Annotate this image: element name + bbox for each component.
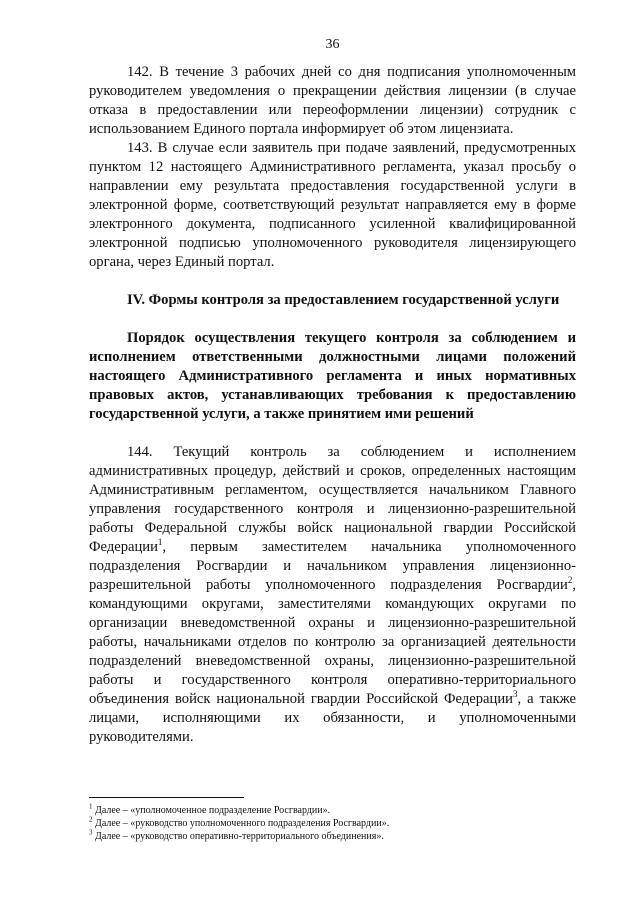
footnotes bbox=[89, 797, 576, 843]
sub-heading: Порядок осуществления текущего контроля за соблюдением и исполнением ответственными должностными лицами положений настоящего Административного регламента и иных нормативных правовых актов, устанавливающих требования к предоставлению государственной услуги, а также принятием ими решений bbox=[89, 330, 576, 422]
paragraph-144 bbox=[89, 443, 576, 747]
page-number: 36 bbox=[325, 37, 340, 52]
paragraph-143: 143. В случае если заявитель при подаче заявлений, предусмотренных пунктом 12 настоящего Административного регламента, указал просьбу о направлении ему результата предоставления государственной услуги в электронной форме, соответствующий результат направляется ему в форме электронного документа, подписанного усиленной квалифицированной электронной подписью уполномоченного руководителя лицензирующего органа, через Единый портал. bbox=[89, 140, 576, 270]
footnote-1 bbox=[89, 804, 576, 817]
paragraph-142: 142. В течение 3 рабочих дней со дня подписания уполномоченным руководителем уведомления о прекращении действия лицензии (в случае отказа в предоставлении или переоформлении лицензии) сотрудник с использованием Единого портала информирует об этом лицензиата. bbox=[89, 64, 576, 137]
footnote-2-mark: 2 bbox=[89, 815, 93, 824]
footnote-1-mark: 1 bbox=[89, 802, 93, 811]
footnote-2-text: Далее – «руководство уполномоченного подразделения Росгвардии». bbox=[95, 818, 390, 829]
footnote-2 bbox=[89, 817, 576, 830]
footnote-3-text: Далее – «руководство оперативно-территориального объединения». bbox=[95, 831, 384, 842]
paragraph-144-part-c: , командующими округами, заместителями командующих округами по организации вневедомственной охраны и лицензионно-разрешительной работы, начальниками отделов по контролю за организацией деятельности подразделений вневедомственной охраны, лицензионно-разрешительной работы и государственного контроля оперативно-территориального объединения войск национальной гвардии Российской Федерации bbox=[89, 577, 576, 707]
footnote-1-text: Далее – «уполномоченное подразделение Росгвардии». bbox=[95, 805, 331, 816]
footnote-mark-2: 2 bbox=[567, 575, 573, 586]
paragraph-144-part-b: , первым заместителем начальника уполномоченного подразделения Росгвардии и начальником управления лицензионно-разрешительной работы уполномоченного подразделения Росгвардии bbox=[89, 539, 576, 593]
section-heading: IV. Формы контроля за предоставлением государственной услуги bbox=[127, 292, 560, 308]
footnote-divider bbox=[89, 797, 244, 798]
footnote-3-mark: 3 bbox=[89, 828, 93, 837]
paragraph-144-part-a: 144. Текущий контроль за соблюдением и исполнением административных процедур, действий и сроков, определенных настоящим Административным регламентом, осуществляется начальником Главного управления государственного контроля и лицензионно-разрешительной работы Федеральной службы войск национальной гвардии Российской Федерации bbox=[89, 444, 576, 555]
footnote-mark-1: 1 bbox=[157, 537, 163, 548]
paragraph-144-part-d: , а также лицами, исполняющими их обязанности, и уполномоченными руководителями. bbox=[89, 691, 576, 745]
footnote-mark-3: 3 bbox=[512, 689, 518, 700]
document-body bbox=[89, 63, 576, 747]
footnote-3 bbox=[89, 830, 576, 843]
